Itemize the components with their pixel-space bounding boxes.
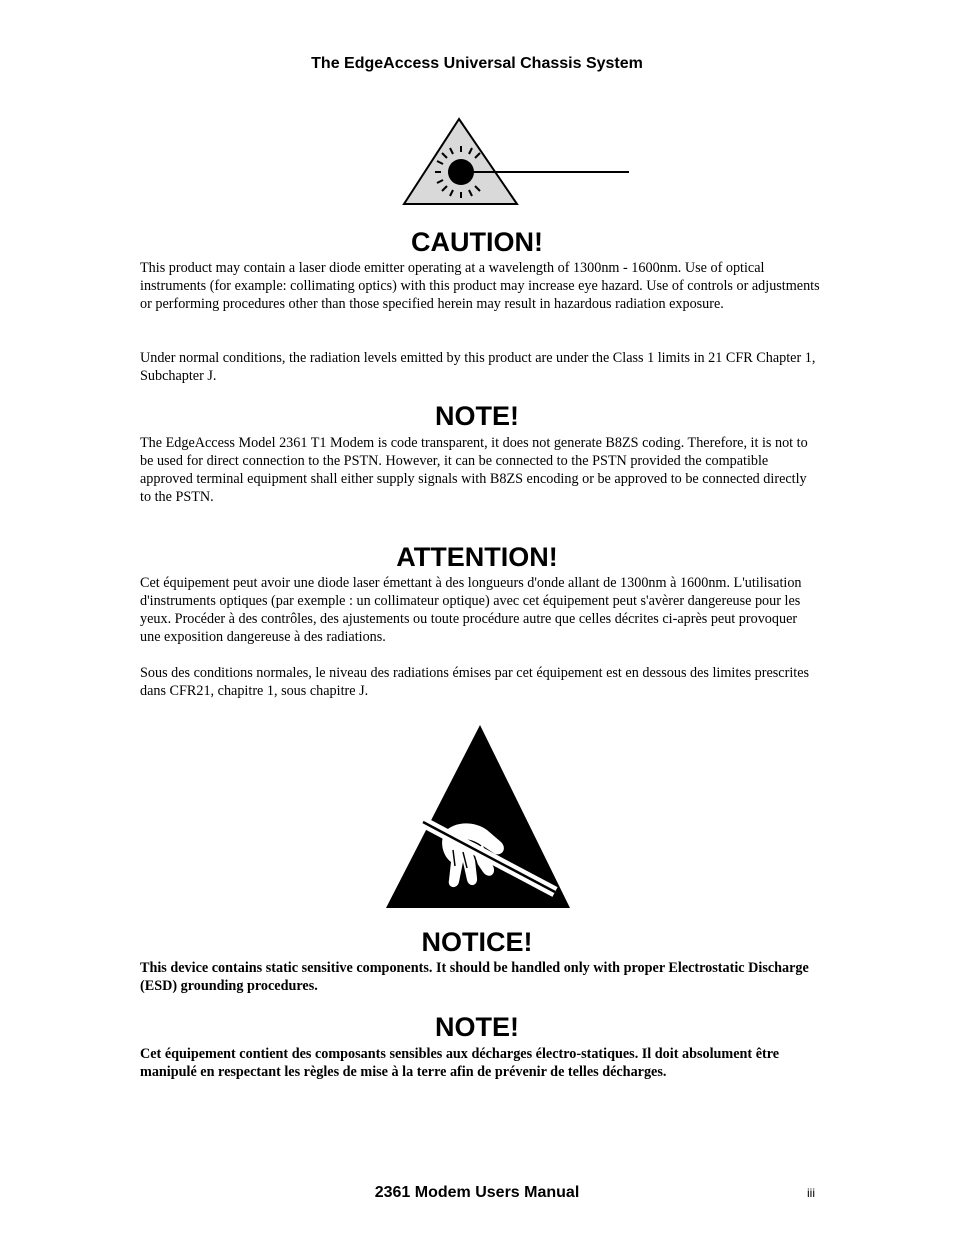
caution-paragraph-2: Under normal conditions, the radiation levels emitted by this product are under the Class 1 limits in 21 CFR Chapter 1, Subchapter J. [140,350,816,384]
attention-heading: ATTENTION! [396,542,558,572]
page-number: iii [807,1186,815,1200]
caution-heading: CAUTION! [411,227,543,257]
esd-warning-icon [383,722,573,910]
notice-paragraph-1: This device contains static sensitive components. It should be handled only with proper Electrostatic Discharge (ESD) grounding procedures. [140,960,809,994]
page-footer: 2361 Modem Users Manual [374,1184,580,1201]
note-heading-1: NOTE! [435,401,519,431]
note-paragraph-2: Cet équipement contient des composants sensibles aux décharges électro-statiques. Il doit absolument être manipulé en respectant les règles de mise à la terre afin de prévenir de telles décharges. [140,1046,780,1080]
attention-paragraph-1: Cet équipement peut avoir une diode laser émettant à des longueurs d'onde allant de 1300nm à 1600nm. L'utilisation d'instruments optiques (par exemple : un collimateur optique) avec cet équipement peut s'avèrer dangereuse pour les yeux. Procéder à des contrôles, des ajustements ou toute procédure autre que celles décrites ci-après peut provoquer une exposition dangereuse à des radiations. [140,575,802,645]
note-paragraph-1: The EdgeAccess Model 2361 T1 Modem is code transparent, it does not generate B8ZS coding. Therefore, it is not to be used for direct connection to the PSTN. However, it can be connected to the PSTN provided the compatible approved terminal equipment shall either supply signals with B8ZS encoding or be approved to be connected directly to the PSTN. [140,435,808,505]
notice-heading: NOTICE! [421,927,533,957]
page-header: The EdgeAccess Universal Chassis System [311,55,643,72]
laser-warning-icon [401,116,633,208]
attention-paragraph-2: Sous des conditions normales, le niveau des radiations émises par cet équipement est en dessous des limites prescrites dans CFR21, chapitre 1, sous chapitre J. [140,665,810,699]
caution-paragraph-1: This product may contain a laser diode emitter operating at a wavelength of 1300nm - 1600nm. Use of optical instruments (for example: collimating optics) with this product may increase eye hazard. Use of controls or adjustments or performing procedures other than those specified herein may result in hazardous radiation exposure. [140,260,820,312]
note-heading-2: NOTE! [435,1012,519,1042]
